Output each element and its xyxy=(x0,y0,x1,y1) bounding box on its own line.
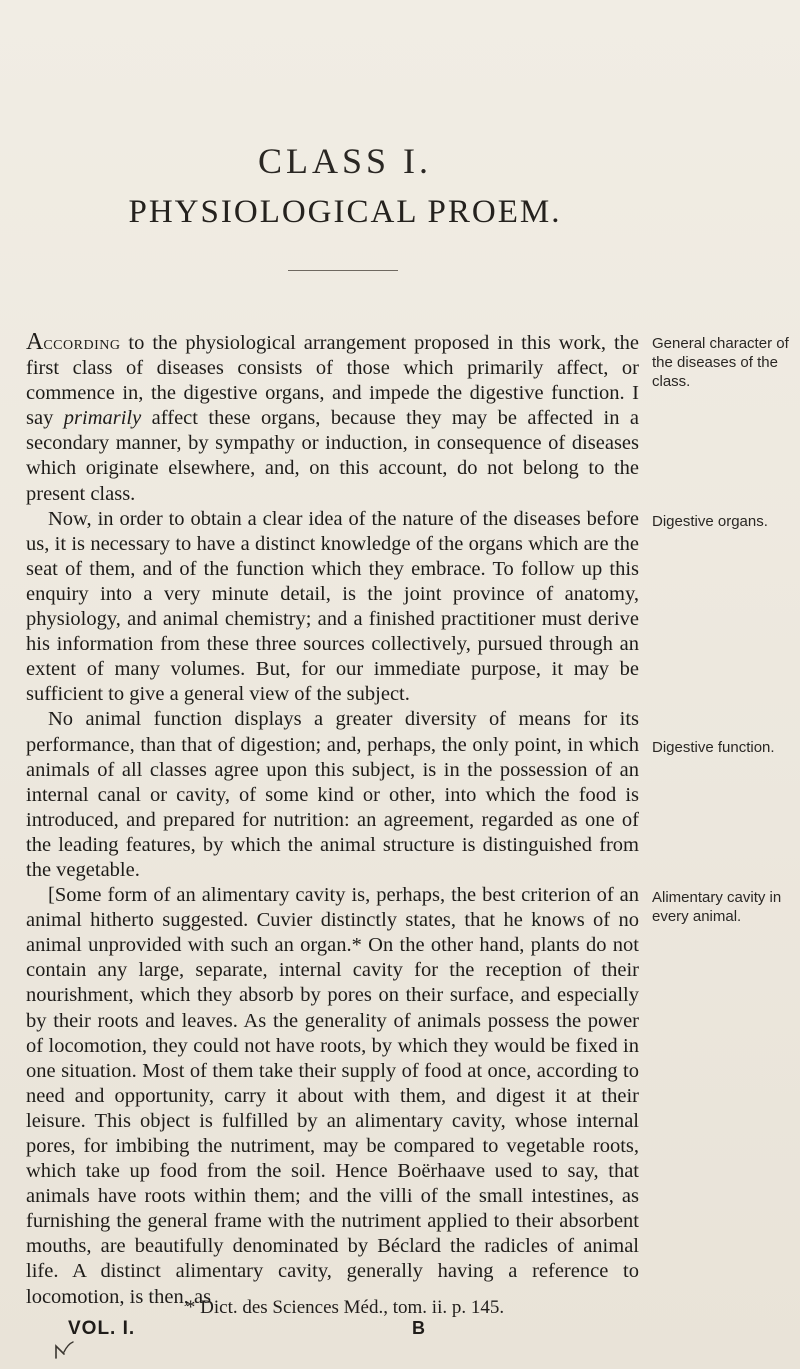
class-heading: CLASS I. xyxy=(257,141,433,181)
footnote: * Dict. des Sciences Méd., tom. ii. p. 145. xyxy=(185,1297,505,1318)
paragraph-1-text-a: to the physiological arrangement proposed in this work, the first class of diseases consists of those which primarily affect, or commence in, the digestive organs, and impede the digestive function. I say xyxy=(26,332,639,430)
handwritten-mark-icon xyxy=(52,1338,76,1362)
paragraph-2: Now, in order to obtain a clear idea of the nature of the diseases before us, it is necessary to have a distinct knowledge of the organs which are the seat of them, and of the function which they embrace. To follow up this enquiry into a very minute detail, is the joint province of anatomy, physiology, and animal chemistry; and a finished practitioner must derive his information from these three sources collectively, pursued through an extent of many volumes. But, for our immediate purpose, it may be sufficient to give a general view of the subject. xyxy=(26,507,639,706)
emphasis-primarily: primarily xyxy=(63,407,142,430)
drop-initial: A xyxy=(26,329,44,355)
volume-signature: VOL. I. xyxy=(68,1318,136,1339)
margin-note-digestive-organs: Digestive organs. xyxy=(652,513,768,530)
paragraph-4: [Some form of an alimentary cavity is, perhaps, the best criterion of an animal hitherto suggested. Cuvier distinctly states, that he knows of no animal unprovided with such an organ.* On the other hand, plants do not contain any large, separate, internal cavity for the reception of their nourishment, which they absorb by pores on their surface, and especially by their roots and leaves. As the generality of animals possess the power of locomotion, they could not have roots, by which they would be fixed in one situation. Most of them take their supply of food at once, according to need and opportunity, carry it about with them, and digest it at their leisure. This object is fulfilled by an alimentary cavity, whose internal pores, for imbibing the nutriment, may be compared to vegetable roots, which take up food from the soil. Hence Boërhaave used to say, that animals have roots within them; and the villi of the small intestines, as furnishing the general frame with the nutriment applied to their absorbent mouths, are beautifully denominated by Béclard the radicles of animal life. A distinct alimentary cavity, generally having a reference to locomotion, is then, as xyxy=(26,884,639,1308)
paragraph-3: No animal function displays a greater diversity of means for its performance, than that of digestion; and, perhaps, the only point, in which animals of all classes agree upon this subject, is in the possession of an internal canal or cavity, of some kind or other, into which the food is introduced, and prepared for nutrition: an agreement, regarded as one of the leading features, by which the animal structure is distinguished from the vegetable. xyxy=(26,708,639,881)
margin-note-alimentary-cavity: Alimentary cavity in every animal. xyxy=(652,889,782,925)
gathering-signature: B xyxy=(412,1318,425,1338)
margin-note-digestive-function: Digestive function. xyxy=(652,739,775,756)
margin-note-general-character: General character of the diseases of the class. xyxy=(652,335,789,390)
small-caps-word: ccording xyxy=(43,332,121,354)
proem-heading: PHYSIOLOGICAL PROEM. xyxy=(128,194,562,230)
heading-rule xyxy=(288,270,398,271)
paragraph-1 xyxy=(26,330,639,507)
main-text xyxy=(26,330,639,1310)
paragraph-1-text-b: affect these organs, because they may be affected in a secondary manner, by sympathy or induction, in consequence of diseases which originate elsewhere, and, on this account, do not belong to the present class. xyxy=(26,407,639,505)
